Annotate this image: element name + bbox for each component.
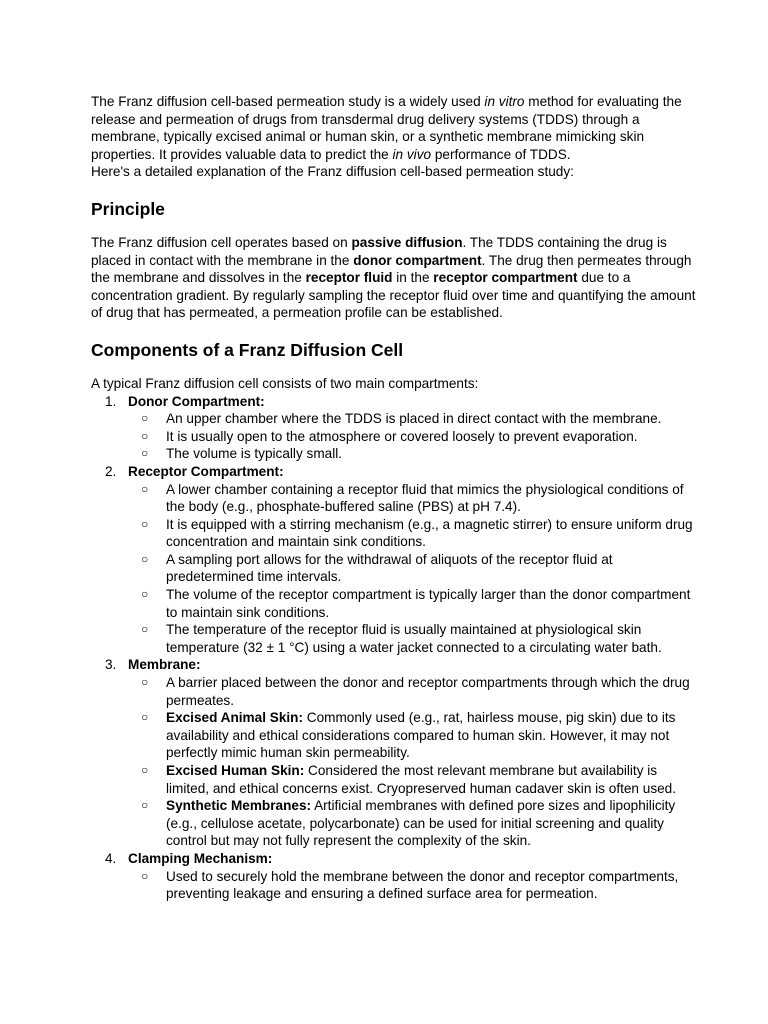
components-heading: Components of a Franz Diffusion Cell bbox=[91, 339, 404, 360]
list-item bbox=[128, 586, 698, 621]
intro-italic-in-vitro: in vitro bbox=[484, 94, 525, 109]
principle-heading: Principle bbox=[91, 198, 165, 219]
hollow-circle-bullet-icon: ○ bbox=[141, 446, 149, 461]
list-item-text: A lower chamber containing a receptor fluid that mimics the physiological conditions of the body (e.g., phosphate-buffered saline (PBS) at pH 7.4). bbox=[166, 481, 684, 515]
list-number: 4. bbox=[105, 850, 117, 866]
list-item-text: It is usually open to the atmosphere or covered loosely to prevent evaporation. bbox=[166, 428, 638, 444]
list-item bbox=[128, 551, 698, 586]
hollow-circle-bullet-icon: ○ bbox=[141, 428, 149, 443]
component-sublist bbox=[128, 674, 698, 850]
list-item bbox=[128, 621, 698, 656]
hollow-circle-bullet-icon: ○ bbox=[141, 798, 149, 813]
list-item-text: It is equipped with a stirring mechanism (e.g., a magnetic stirrer) to ensure uniform drug concentration and maintain sink conditions. bbox=[166, 516, 693, 550]
component-title: Receptor Compartment: bbox=[128, 463, 284, 479]
hollow-circle-bullet-icon: ○ bbox=[141, 411, 149, 426]
list-item bbox=[128, 481, 698, 516]
component-item bbox=[91, 656, 698, 850]
list-item bbox=[128, 797, 698, 850]
list-item-bold-label: Excised Human Skin: bbox=[166, 763, 305, 778]
intro-paragraph: The Franz diffusion cell-based permeation study is a widely used in vitro method for evaluating the release and permeation of drugs from transdermal drug delivery systems (TDDS) through a membrane, typically excised animal or human skin, or a synthetic membrane mimicking skin properties. It provides valuable data to predict the in vivo performance of TDDS. bbox=[91, 94, 682, 162]
list-item-text: Used to securely hold the membrane between the donor and receptor compartments, preventing leakage and ensuring a defined surface area for permeation. bbox=[166, 868, 679, 902]
intro-italic-in-vivo: in vivo bbox=[392, 146, 432, 162]
list-item-text: The volume of the receptor compartment is typically larger than the donor compartment to maintain sink conditions. bbox=[166, 587, 691, 620]
component-title: Clamping Mechanism: bbox=[128, 850, 273, 866]
list-item-text: A barrier placed between the donor and receptor compartments through which the drug permeates. bbox=[166, 675, 690, 708]
list-item-bold-label: Synthetic Membranes: bbox=[166, 798, 312, 814]
hollow-circle-bullet-icon: ○ bbox=[141, 763, 149, 777]
list-item-text: The temperature of the receptor fluid is usually maintained at physiological skin temperature (32 ± 1 °C) using a water jacket connected to a circulating water bath. bbox=[166, 622, 662, 655]
list-item bbox=[128, 516, 698, 551]
list-item bbox=[128, 428, 698, 446]
list-item-text: Considered the most relevant membrane but availability is limited, and ethical concerns exist. Cryopreserved human cadaver skin is often used. bbox=[166, 763, 677, 796]
principle-paragraph: The Franz diffusion cell operates based on passive diffusion. The TDDS containing the drug is placed in contact with the membrane in the donor compartment. The drug then permeates through the membrane and dissolves in the receptor fluid in the receptor compartment due to a concentration gradient. By regularly sampling the receptor fluid over time and quantifying the amount of drug that has permeated, a permeation profile can be established. bbox=[91, 234, 696, 321]
list-item bbox=[128, 410, 698, 428]
component-title: Membrane: bbox=[128, 657, 201, 673]
list-item-text: A sampling port allows for the withdrawal of aliquots of the receptor fluid at predetermined time intervals. bbox=[166, 551, 613, 585]
component-title: Donor Compartment: bbox=[128, 393, 265, 409]
components-list bbox=[91, 393, 698, 903]
list-number: 1. bbox=[105, 393, 117, 409]
list-item-text: An upper chamber where the TDDS is placed in direct contact with the membrane. bbox=[166, 411, 662, 427]
list-item-text: Commonly used (e.g., rat, hairless mouse, pig skin) due to its availability and ethical considerations compared to human skin. However, it may not perfectly mimic human skin permeability. bbox=[166, 710, 676, 761]
list-item-text: The volume is typically small. bbox=[166, 446, 343, 462]
intro-paragraph-2: Here's a detailed explanation of the Franz diffusion cell-based permeation study: bbox=[91, 164, 574, 180]
hollow-circle-bullet-icon: ○ bbox=[141, 675, 149, 690]
hollow-circle-bullet-icon: ○ bbox=[141, 551, 149, 566]
hollow-circle-bullet-icon: ○ bbox=[141, 622, 149, 637]
hollow-circle-bullet-icon: ○ bbox=[141, 868, 149, 883]
components-intro: A typical Franz diffusion cell consists of two main compartments: bbox=[91, 375, 479, 391]
component-item bbox=[91, 393, 698, 463]
list-item bbox=[128, 709, 698, 762]
component-sublist bbox=[128, 481, 698, 657]
list-item bbox=[128, 868, 698, 903]
component-sublist bbox=[128, 868, 698, 903]
component-item bbox=[91, 463, 698, 657]
hollow-circle-bullet-icon: ○ bbox=[141, 481, 149, 496]
list-item bbox=[128, 674, 698, 709]
hollow-circle-bullet-icon: ○ bbox=[141, 587, 149, 602]
list-item-bold-label: Excised Animal Skin: bbox=[166, 710, 303, 726]
list-item bbox=[128, 762, 698, 797]
list-item-text: Artificial membranes with defined pore sizes and lipophilicity (e.g., cellulose acetate, polycarbonate) can be used for initial screening and quality control but may not fully represent the complexity of the skin. bbox=[166, 798, 676, 849]
component-sublist bbox=[128, 410, 698, 463]
list-number: 3. bbox=[105, 657, 117, 673]
list-item bbox=[128, 445, 698, 463]
hollow-circle-bullet-icon: ○ bbox=[141, 710, 149, 725]
list-number: 2. bbox=[105, 463, 117, 479]
component-item bbox=[91, 850, 698, 903]
hollow-circle-bullet-icon: ○ bbox=[141, 516, 149, 531]
